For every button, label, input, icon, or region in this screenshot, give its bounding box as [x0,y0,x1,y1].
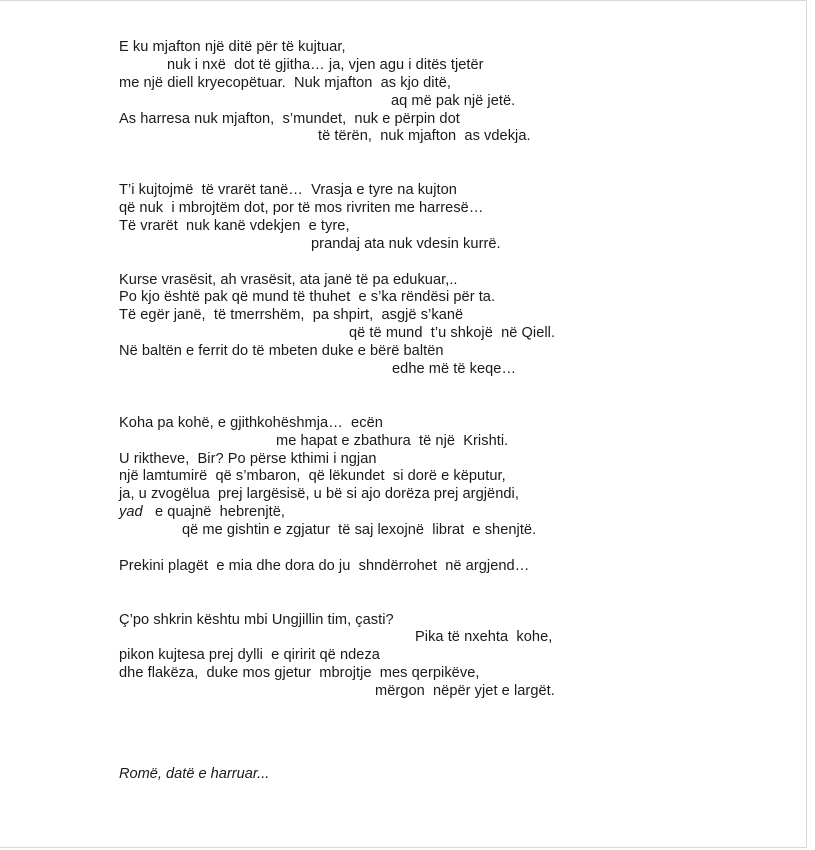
stanza-gap [119,146,779,182]
poem-line [119,504,779,522]
poem-line: Kurse vrasësit, ah vrasësit, ata janë të pa edukuar,.. [119,271,458,288]
stanza-gap [119,379,779,415]
poem-line: Të vrarët nuk kanë vdekjen e tyre, [119,217,350,234]
poem-line: prandaj ata nuk vdesin kurrë. [311,235,501,252]
stanza-gap [119,254,779,272]
poem-line: Të egër janë, të tmerrshëm, pa shpirt, asgjë s’kanë [119,307,464,324]
poem-line: Në baltën e ferrit do të mbeten duke e bërë baltën [119,343,444,360]
poem-line: U riktheve, Bir? Po përse kthimi i ngjan [119,450,377,467]
poem-line: E ku mjafton një ditë për të kujtuar, [119,39,346,55]
poem-line: pikon kujtesa prej dylli e qiririt që ndeza [119,647,380,664]
poem-line: edhe më të keqe… [392,361,517,378]
poem-line: dhe flakëza, duke mos gjetur mbrojtje mes qerpikëve, [119,665,480,682]
poem-line-fragment: e quajnë hebrenjtë, [155,504,286,521]
poem-body [119,39,779,701]
stanza-gap [119,576,779,612]
poem-line: Pika të nxehta kohe, [415,629,553,646]
poem-line: me një diell kryecopëtuar. Nuk mjafton as kjo ditë, [119,74,451,91]
poem-line: nuk i nxë dot të gjitha… ja, vjen agu i ditës tjetër [167,56,484,73]
poem-line: As harresa nuk mjafton, s’mundet, nuk e përpin dot [119,110,460,127]
poem-line: që të mund t’u shkojë në Qiell. [349,325,556,342]
poem-line: mërgon nëpër yjet e largët. [375,683,555,700]
stanza-gap [119,540,779,558]
poem-line: aq më pak një jetë. [391,92,516,109]
poem-line: që me gishtin e zgjatur të saj lexojnë librat e shenjtë. [182,522,537,539]
poem-line: T’i kujtojmë të vrarët tanë… Vrasja e tyre na kujton [119,182,457,199]
poem-line: një lamtumirë që s’mbaron, që lëkundet si dorë e këputur, [119,468,506,485]
poem-line: që nuk i mbrojtëm dot, por të mos rivriten me harresë… [119,200,484,217]
poem-line: të tërën, nuk mjafton as vdekja. [318,128,531,145]
closing-dateline: Romë, datë e harruar... [119,766,270,782]
poem-line: Po kjo është pak që mund të thuhet e s’ka rëndësi për ta. [119,289,496,306]
poem-line: me hapat e zbathura të një Krishti. [276,432,509,449]
poem-line: Prekini plagët e mia dhe dora do ju shndërrohet në argjend… [119,557,530,574]
poem-line: Koha pa kohë, e gjithkohëshmja… ecën [119,414,383,431]
poem-line: ja, u zvogëlua prej largësisë, u bë si ajo dorëza prej argjëndi, [119,486,519,503]
poem-line: Ç’po shkrin kështu mbi Ungjillin tim, çasti? [119,611,394,628]
italic-word: yad [119,504,143,521]
